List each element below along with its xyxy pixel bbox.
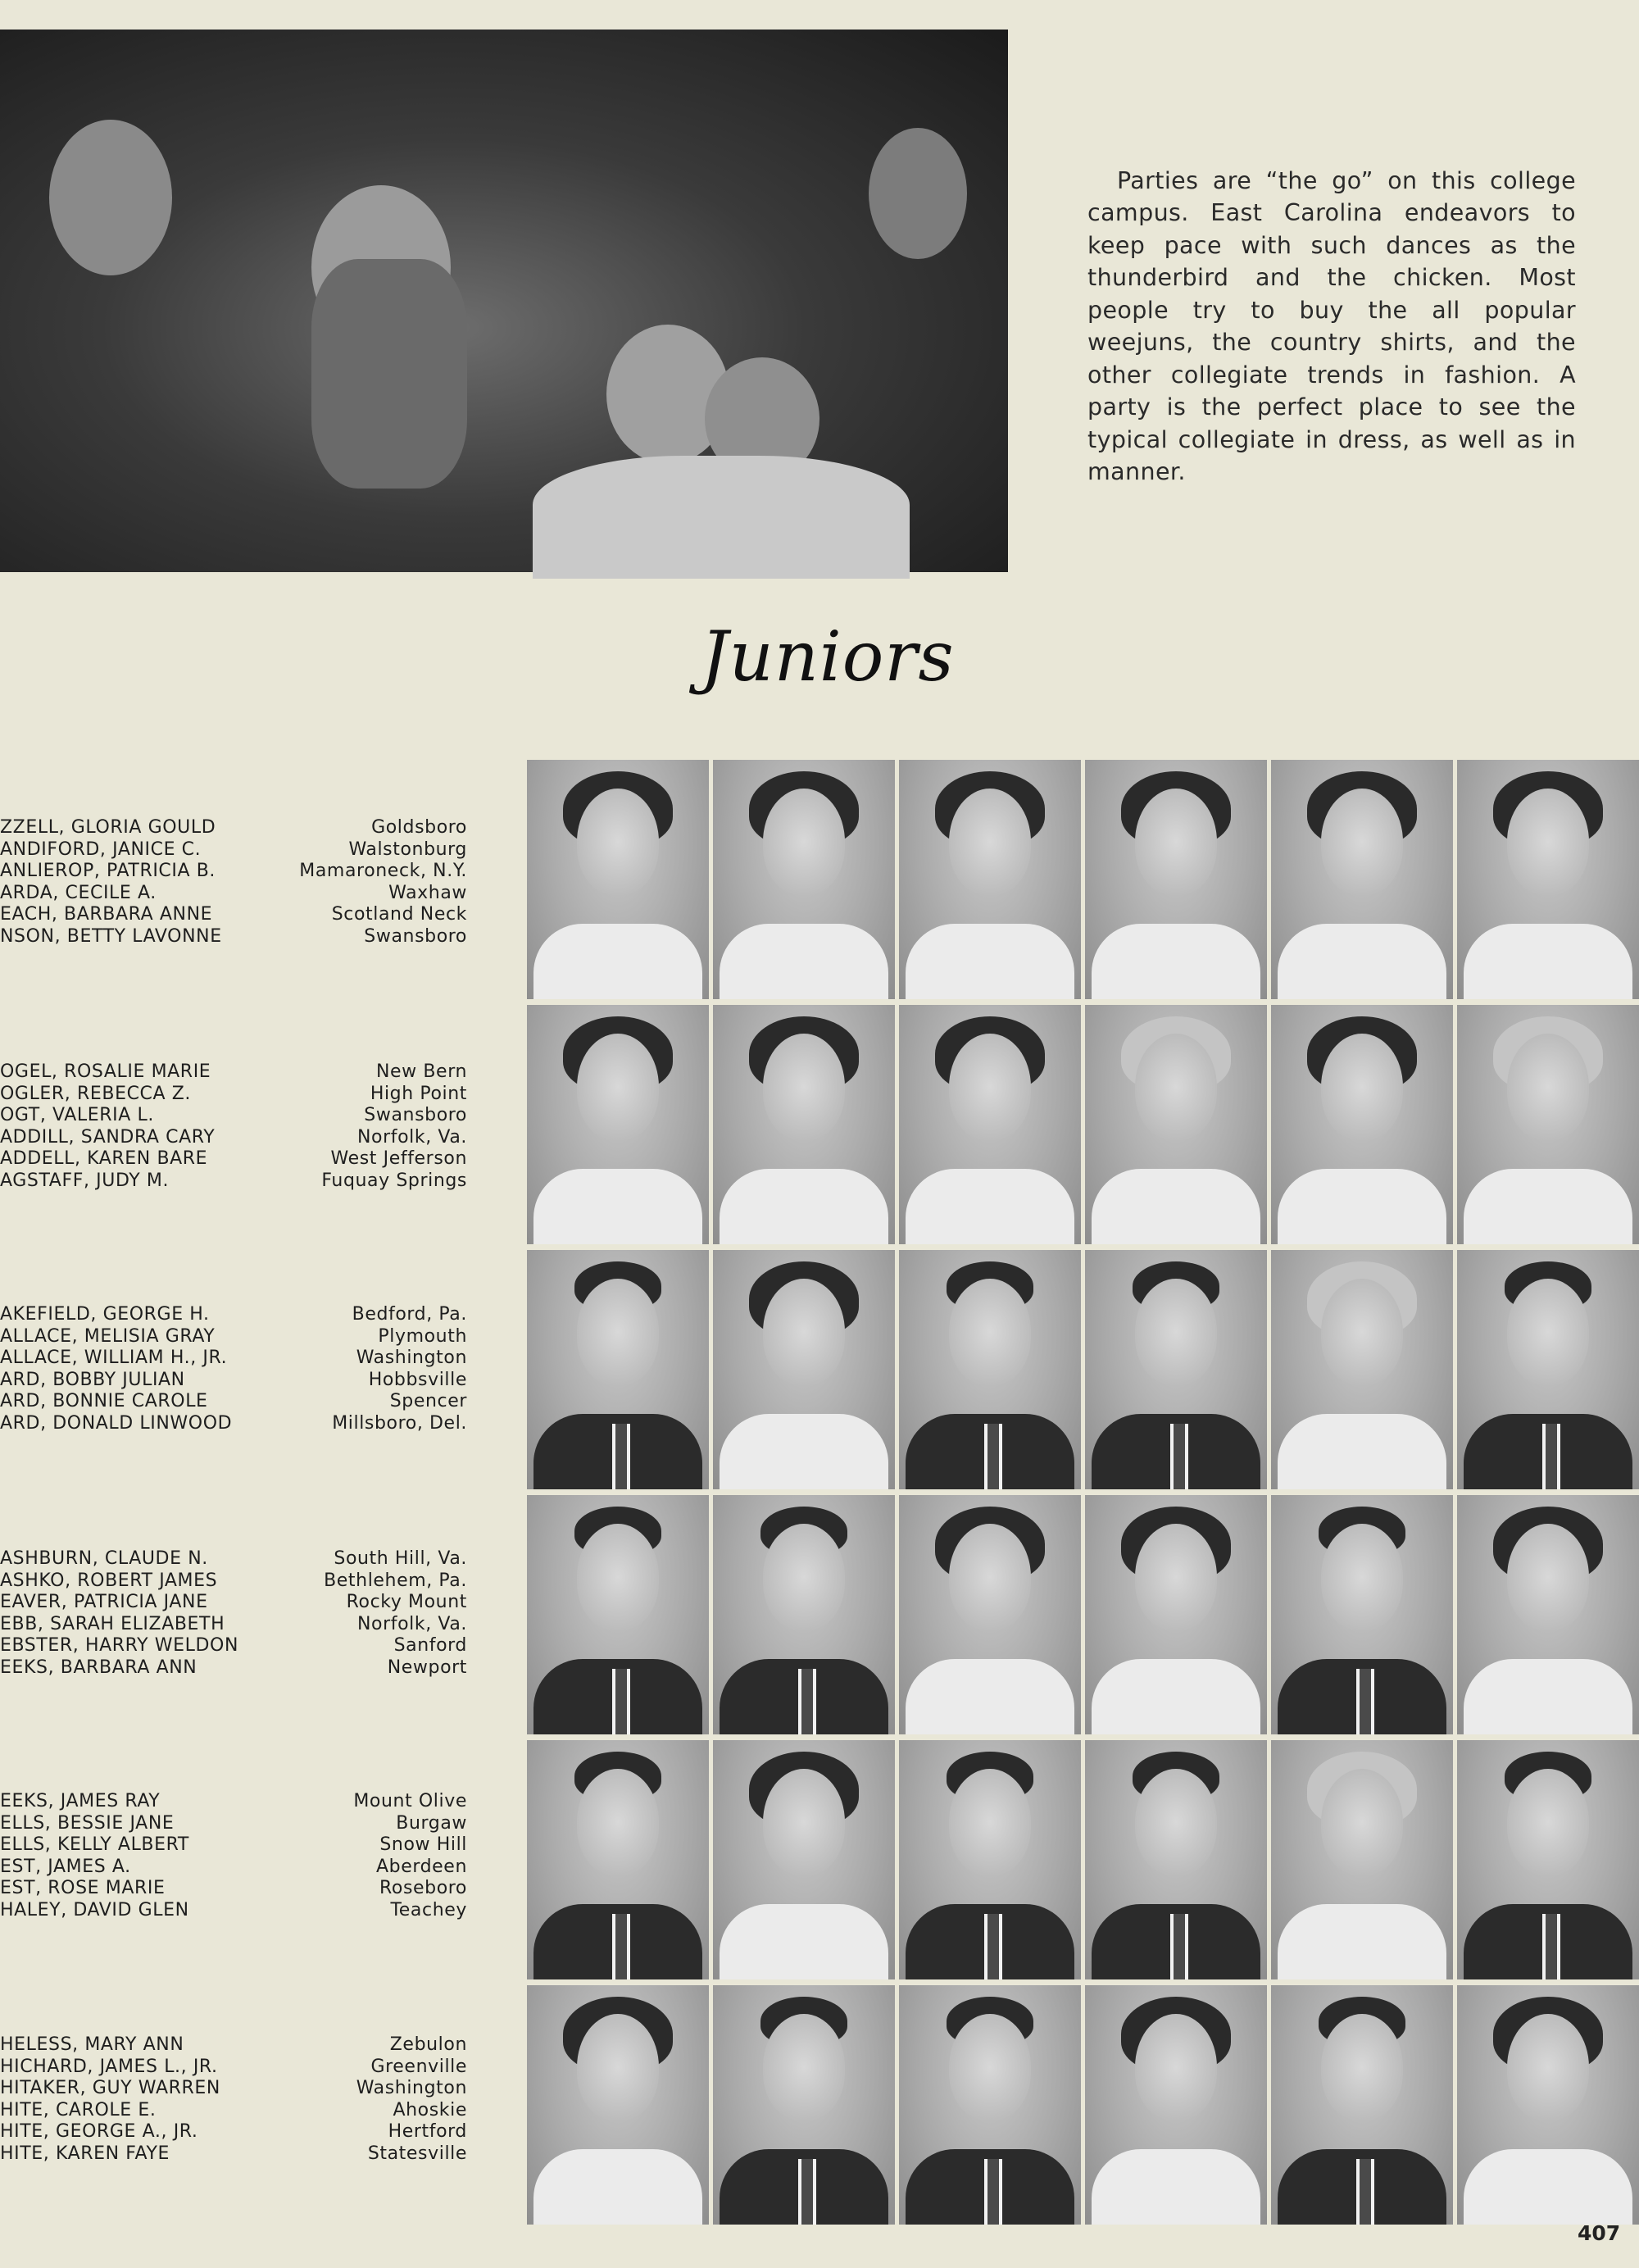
list-item — [0, 2121, 475, 2143]
list-item — [0, 1878, 475, 1900]
portrait-photo — [899, 1495, 1081, 1734]
portrait-photo — [1085, 1985, 1267, 2225]
hometown: Greenville — [370, 2056, 467, 2077]
list-item — [0, 1326, 475, 1348]
student-name: ARD, DONALD LINWOOD — [0, 1412, 233, 1434]
list-item — [0, 1127, 475, 1149]
portrait-photo — [899, 760, 1081, 999]
portrait-photo — [713, 1005, 895, 1244]
student-name: EEKS, JAMES RAY — [0, 1791, 161, 1811]
student-name: OGLER, REBECCA Z. — [0, 1083, 192, 1104]
name-group — [0, 1061, 475, 1193]
list-item — [0, 1148, 475, 1170]
portrait-photo — [713, 1985, 895, 2225]
hometown: Swansboro — [364, 925, 467, 947]
student-name: OGT, VALERIA L. — [0, 1105, 154, 1126]
hometown: Ahoskie — [393, 2099, 467, 2120]
list-item — [0, 2057, 475, 2079]
hometown: Walstonburg — [348, 839, 467, 860]
portrait-photo — [1457, 1250, 1639, 1489]
student-name: EST, ROSE MARIE — [0, 1878, 166, 1899]
portrait-photo — [1271, 1495, 1453, 1734]
list-item — [0, 1348, 475, 1370]
list-item — [0, 1614, 475, 1636]
hometown: Hertford — [388, 2121, 467, 2143]
list-item — [0, 1834, 475, 1857]
hometown: Washington — [356, 2078, 467, 2099]
hometown: Mamaroneck, N.Y. — [299, 861, 467, 882]
name-group — [0, 1548, 475, 1679]
student-name: EBSTER, HARRY WELDON — [0, 1635, 238, 1657]
list-item — [0, 1813, 475, 1835]
student-name: ADDILL, SANDRA CARY — [0, 1126, 216, 1148]
name-group — [0, 817, 475, 948]
student-name: NSON, BETTY LAVONNE — [0, 925, 222, 947]
list-item — [0, 2078, 475, 2100]
list-item — [0, 926, 475, 948]
list-item — [0, 1900, 475, 1922]
portrait-photo — [1457, 1495, 1639, 1734]
student-name: ALLACE, MELISIA GRAY — [0, 1325, 216, 1347]
list-item — [0, 2100, 475, 2122]
portrait-photo — [899, 1985, 1081, 2225]
hometown: Snow Hill — [379, 1834, 467, 1856]
hometown: Bethlehem, Pa. — [324, 1570, 467, 1591]
hometown: Plymouth — [378, 1325, 467, 1347]
list-item — [0, 1570, 475, 1593]
hometown: Rocky Mount — [346, 1592, 467, 1613]
hometown: New Bern — [375, 1061, 467, 1082]
hometown: Sanford — [393, 1635, 467, 1657]
list-item — [0, 1857, 475, 1879]
portrait-photo — [1271, 760, 1453, 999]
name-group — [0, 2034, 475, 2166]
student-name: HITE, GEORGE A., JR. — [0, 2121, 198, 2143]
hometown: West Jefferson — [330, 1148, 467, 1170]
student-name: AKEFIELD, GEORGE H. — [0, 1304, 210, 1325]
student-name: ASHKO, ROBERT JAMES — [0, 1570, 218, 1591]
list-item — [0, 1657, 475, 1679]
hometown: Zebulon — [389, 2034, 467, 2055]
portrait-photo — [713, 1250, 895, 1489]
portrait-photo — [1271, 1985, 1453, 2225]
portrait-photo — [1457, 1985, 1639, 2225]
student-name: ASHBURN, CLAUDE N. — [0, 1548, 208, 1569]
student-name: ARD, BONNIE CAROLE — [0, 1391, 208, 1412]
portrait-photo — [1085, 1250, 1267, 1489]
portrait-photo — [1085, 1495, 1267, 1734]
list-item — [0, 1548, 475, 1570]
student-name: EACH, BARBARA ANNE — [0, 904, 213, 925]
portrait-photo — [527, 1495, 709, 1734]
hometown: Teachey — [390, 1899, 467, 1920]
portrait-photo — [527, 1740, 709, 1979]
student-name: HITAKER, GUY WARREN — [0, 2078, 220, 2099]
list-item — [0, 1105, 475, 1127]
portrait-photo — [713, 760, 895, 999]
name-group — [0, 1791, 475, 1922]
portrait-photo — [1457, 1740, 1639, 1979]
portrait-photo — [1271, 1005, 1453, 1244]
student-name: EST, JAMES A. — [0, 1856, 131, 1877]
student-name: ALLACE, WILLIAM H., JR. — [0, 1348, 228, 1369]
list-item — [0, 1170, 475, 1193]
portrait-photo — [527, 760, 709, 999]
hometown: High Point — [370, 1083, 467, 1104]
party-photo — [0, 30, 1008, 572]
student-name: ANLIEROP, PATRICIA B. — [0, 861, 216, 882]
hometown: Newport — [387, 1657, 467, 1678]
hometown: Norfolk, Va. — [356, 1126, 467, 1148]
hometown: Goldsboro — [371, 817, 467, 838]
list-item — [0, 904, 475, 926]
portrait-photo — [1085, 760, 1267, 999]
student-name: HICHARD, JAMES L., JR. — [0, 2056, 218, 2077]
hometown: Roseboro — [379, 1878, 467, 1899]
portrait-photo — [1271, 1250, 1453, 1489]
list-item — [0, 1635, 475, 1657]
student-name: ARDA, CECILE A. — [0, 882, 157, 903]
student-name: OGEL, ROSALIE MARIE — [0, 1061, 211, 1082]
student-name: ELLS, KELLY ALBERT — [0, 1834, 189, 1856]
list-item — [0, 1061, 475, 1084]
hometown: Aberdeen — [376, 1856, 467, 1877]
portrait-photo — [527, 1985, 709, 2225]
student-name: EBB, SARAH ELIZABETH — [0, 1613, 225, 1634]
portrait-photo — [1085, 1740, 1267, 1979]
list-item — [0, 1370, 475, 1392]
list-item — [0, 817, 475, 839]
list-item — [0, 1791, 475, 1813]
name-group — [0, 1304, 475, 1435]
list-item — [0, 1592, 475, 1614]
portrait-grid — [527, 760, 1639, 2221]
list-item — [0, 1084, 475, 1106]
portrait-photo — [1271, 1740, 1453, 1979]
hometown: South Hill, Va. — [334, 1548, 467, 1569]
student-name: ADDELL, KAREN BARE — [0, 1148, 208, 1170]
hometown: Bedford, Pa. — [352, 1304, 467, 1325]
student-name: AGSTAFF, JUDY M. — [0, 1170, 170, 1191]
page-number: 407 — [1578, 2221, 1621, 2245]
list-item — [0, 1391, 475, 1413]
hometown: Burgaw — [396, 1812, 467, 1834]
portrait-photo — [899, 1740, 1081, 1979]
portrait-photo — [527, 1250, 709, 1489]
student-name: HELESS, MARY ANN — [0, 2034, 184, 2055]
portrait-photo — [713, 1495, 895, 1734]
photo-caption: Parties are “the go” on this college campus. East Carolina endeavors to keep pace with such dances as the thunderbird and the chicken. Most people try to buy the all popular weejuns, the country shirts, and the other collegiate trends in fashion. A party is the perfect place to see the typical collegiate in dress, as well as in manner. — [1087, 166, 1576, 485]
student-name: ELLS, BESSIE JANE — [0, 1812, 175, 1834]
student-name: HALEY, DAVID GLEN — [0, 1899, 189, 1920]
list-item — [0, 839, 475, 861]
list-item — [0, 861, 475, 883]
student-name: EAVER, PATRICIA JANE — [0, 1592, 208, 1613]
student-name: EEKS, BARBARA ANN — [0, 1657, 197, 1678]
student-name: ANDIFORD, JANICE C. — [0, 839, 202, 860]
hometown: Millsboro, Del. — [332, 1412, 467, 1434]
portrait-photo — [1457, 1005, 1639, 1244]
hometown: Swansboro — [364, 1105, 467, 1126]
list-item — [0, 2143, 475, 2166]
portrait-photo — [1457, 760, 1639, 999]
hometown: Norfolk, Va. — [356, 1613, 467, 1634]
hometown: Waxhaw — [388, 882, 467, 903]
list-item — [0, 1304, 475, 1326]
student-name: ARD, BOBBY JULIAN — [0, 1369, 185, 1390]
list-item — [0, 2034, 475, 2057]
portrait-photo — [899, 1005, 1081, 1244]
student-name: HITE, KAREN FAYE — [0, 2143, 170, 2164]
hometown: Mount Olive — [353, 1791, 467, 1811]
section-title: Juniors — [701, 616, 955, 697]
student-name: HITE, CAROLE E. — [0, 2099, 157, 2120]
list-item — [0, 1413, 475, 1435]
portrait-photo — [527, 1005, 709, 1244]
hometown: Scotland Neck — [331, 904, 467, 925]
hometown: Washington — [356, 1348, 467, 1369]
list-item — [0, 883, 475, 905]
student-name: ZZELL, GLORIA GOULD — [0, 817, 216, 838]
hometown: Hobbsville — [368, 1369, 467, 1390]
hometown: Fuquay Springs — [321, 1170, 467, 1191]
hometown: Statesville — [367, 2143, 467, 2164]
hometown: Spencer — [389, 1391, 467, 1412]
portrait-photo — [713, 1740, 895, 1979]
portrait-photo — [899, 1250, 1081, 1489]
portrait-photo — [1085, 1005, 1267, 1244]
